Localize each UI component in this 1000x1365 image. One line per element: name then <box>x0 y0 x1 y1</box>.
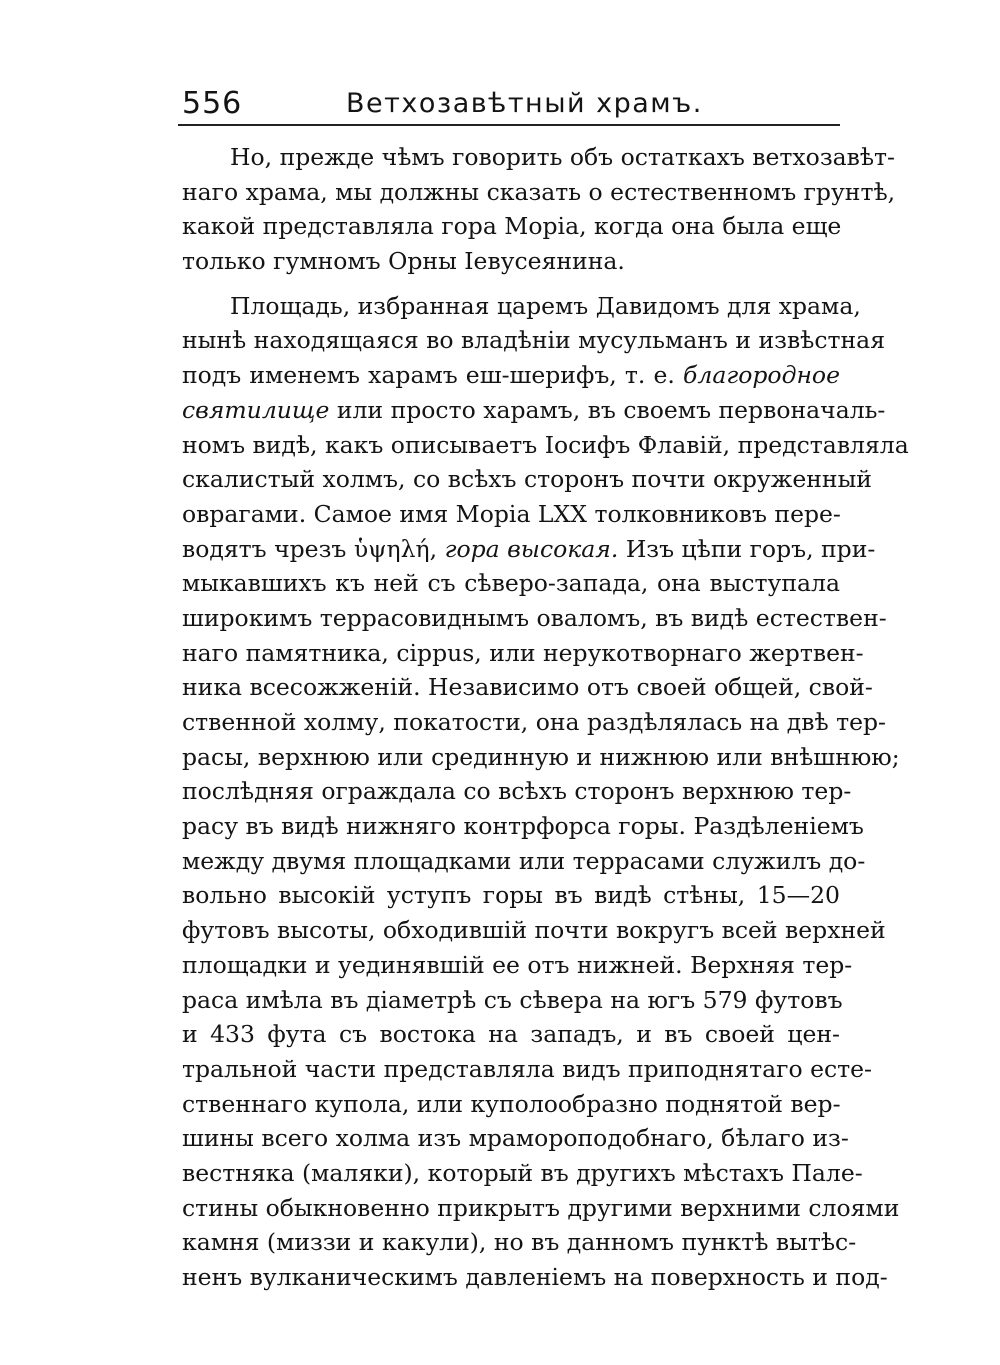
text-line: шины всего холма изъ мраморoподобнаго, бѣлаго из- <box>182 1124 849 1153</box>
text-line: только гумномъ Орны Iевусеянина. <box>182 247 625 276</box>
paragraph-gap <box>182 279 840 289</box>
text-line: послѣдняя ограждала со всѣхъ сторонъ верхнюю тер- <box>182 777 852 806</box>
text-line: ника всесожженiй. Независимо отъ своей общей, свой- <box>182 673 873 702</box>
text-line <box>182 393 886 428</box>
italic-term: гора высокая. <box>444 534 619 563</box>
text-line: мыкавшихъ къ ней съ сѣверо-запада, она выступала <box>182 569 840 598</box>
text-line: камня (миззи и какули), но въ данномъ пунктѣ вытѣс- <box>182 1228 857 1257</box>
text-line: нынѣ находящаяся во владѣнiи мусульманъ и извѣстная <box>182 326 886 355</box>
text-line: скалистый холмъ, со всѣхъ сторонъ почти окруженный <box>182 465 872 494</box>
text-line: футовъ высоты, обходившiй почти вокругъ всей верхней <box>182 916 886 945</box>
text-line: раса имѣла въ дiаметрѣ съ сѣвера на югъ 579 футовъ <box>182 985 843 1014</box>
text-line <box>182 532 876 567</box>
text-run: Изъ цѣпи горъ, при- <box>625 534 876 563</box>
text-line: вестняка (маляки), который въ другихъ мѣстахъ Пале- <box>182 1158 863 1187</box>
text-line: оврагами. Самое имя Морiа LXX толковниковъ пере- <box>182 499 841 528</box>
text-line: ственнаго купола, или куполообразно поднятой вер- <box>182 1089 841 1118</box>
text-line: расу въ видѣ нижняго контрфорса горы. Раздѣленiемъ <box>182 812 864 841</box>
text-run: водятъ чрезъ <box>182 534 347 563</box>
text-line: какой представляла гора Морiа, когда она была еще <box>182 212 842 241</box>
greek-word: ὑψηλή, <box>353 534 438 563</box>
page-header <box>182 84 842 124</box>
italic-term: святилище <box>182 395 330 424</box>
text-line: стины обыкновенно прикрытъ другими верхними слоями <box>182 1193 900 1222</box>
text-line: наго храма, мы должны сказать о естественномъ грунтѣ, <box>182 177 896 206</box>
text-line: наго памятника, cippus, или нерукотворнаго жертвен- <box>182 638 864 667</box>
text-line: Площадь, избранная царемъ Давидомъ для храма, <box>230 291 861 320</box>
text-line: между двумя площадками или террасами служилъ до- <box>182 846 866 875</box>
text-line: широкимъ террасовиднымъ оваломъ, въ видѣ естествен- <box>182 603 887 632</box>
text-run: подъ именемъ харамъ еш-шерифъ, т. е. <box>182 361 675 390</box>
page-number: 556 <box>182 86 243 121</box>
paragraph-2 <box>182 289 909 1295</box>
text-run: или просто харамъ, въ своемъ первоначаль- <box>336 395 886 424</box>
running-title: Ветхозавѣтный храмъ. <box>346 88 703 119</box>
text-line: и 433 фута съ востока на западъ, и въ своей цен- <box>182 1020 840 1049</box>
italic-term: благородное <box>683 361 840 390</box>
text-line: площадки и уединявшiй ее отъ нижней. Верхняя тер- <box>182 950 853 979</box>
header-rule <box>178 124 840 126</box>
text-line: ненъ вулканическимъ давленiемъ на поверхность и под- <box>182 1263 888 1291</box>
text-line: вольно высокiй уступъ горы въ видѣ стѣны, 15—20 <box>182 881 840 910</box>
text-line: номъ видѣ, какъ описываетъ Iосифъ Флавiй, представляла <box>182 430 909 459</box>
text-line: тральной части представляла видъ приподнятаго есте- <box>182 1054 872 1083</box>
text-line: Но, прежде чѣмъ говорить объ остаткахъ ветхозавѣт- <box>230 143 895 171</box>
text-line: ственной холму, покатости, она раздѣлялась на двѣ тер- <box>182 708 887 736</box>
paragraph-1 <box>182 140 896 279</box>
body-text <box>182 140 909 1295</box>
text-line: расы, верхнюю или срединную и нижнюю или внѣшнюю; <box>182 742 900 771</box>
text-line <box>182 358 840 393</box>
